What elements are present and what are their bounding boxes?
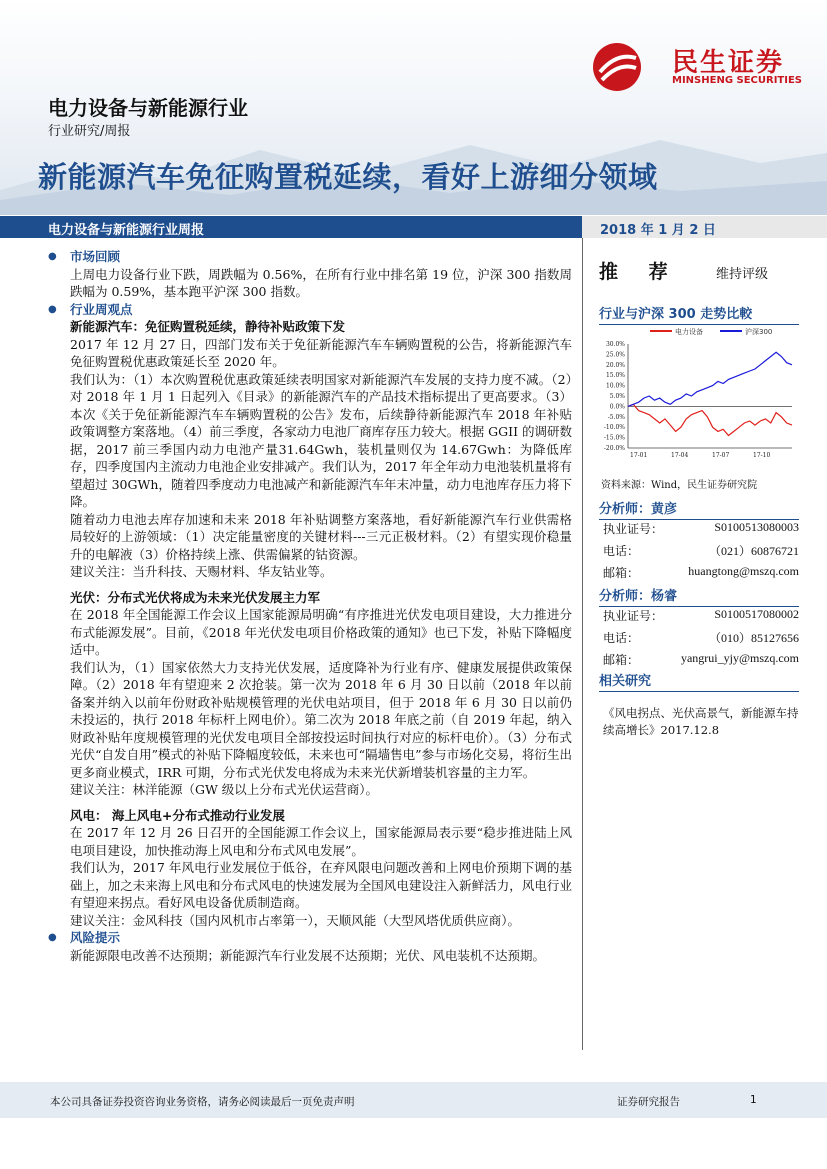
analyst1-phone: 电话： （021）60876721: [603, 544, 799, 558]
paragraph: 我们认为，2017 年风电行业发展位于低谷，在弃风限电问题改善和上网电价预期下调的基础上，加之未来海上风电和分布式风电的快速发展为全国风电建设注入新鲜活力，风电行业有望迎来拐点。看好风电设备优质制造商。: [70, 860, 572, 910]
report-type: 行业研究/周报: [48, 124, 131, 139]
paragraph: 随着动力电池去库存加速和未来 2018 年补贴调整方案落地，看好新能源汽车行业供需格局较好的上游领域：（1）决定能量密度的关键材料---三元正极材料。（2）有望实现价稳量升的电解液（3）价格持续上涨、供需偏紧的钴资源。: [70, 511, 572, 562]
bullet-icon: ●: [48, 251, 57, 262]
rating-note: 维持评级: [716, 267, 769, 282]
y-tick-label: 30.0%: [605, 341, 625, 348]
subheading-nev: 新能源汽车：免征购置税延续，静待补贴政策下发: [70, 319, 346, 334]
legend-label: 电力设备: [675, 328, 703, 336]
chart-source: 资料来源：Wind，民生证券研究院: [601, 480, 758, 491]
related-head: 相关研究: [599, 670, 799, 692]
x-tick-label: 17-04: [671, 452, 689, 459]
y-tick-label: -5.0%: [607, 413, 625, 421]
section-market-review: ● 市场回顾: [48, 249, 121, 264]
y-tick-label: 25.0%: [605, 351, 625, 359]
analyst2-head: 分析师：杨睿: [599, 585, 799, 607]
paragraph: 新能源限电改善不达预期；新能源汽车行业发展不达预期；光伏、风电装机不达预期。: [70, 947, 546, 963]
footer-report-type: 证券研究报告: [617, 1096, 680, 1108]
section-weekly-view: ● 行业周观点: [48, 301, 133, 317]
y-tick-label: -10.0%: [603, 424, 625, 432]
bullet-icon: ●: [48, 303, 57, 315]
series-line: [628, 352, 792, 406]
series-line: [628, 404, 792, 435]
paragraph: 我们认为：（1）本次购置税优惠政策延续表明国家对新能源汽车发展的支持力度不减。（2）对 2018 年 1 月 1 日起列入《目录》的新能源汽车的产品技术指标提出了更高要求。（3）本次《关于免征新能源汽车车辆购置税的公告》发布，后续静待新能源汽车 2018 年补贴政策调整方案落地。（4）前三季度，各家动力电池厂商库存压力较大。根据 GGII 的调研数据，2017 前三季国内动力电池产量31.64Gwh，装机量则仅为 14.67Gwh：为降低库存，四季度国内主流动力电池企业安排减产。我们认为，2017 年全年动力电池装机量将有望超过 30GWh，随着四季度动力电池减产和新能源汽车年末冲量，动力电池库存压力将下降。: [70, 371, 572, 509]
trend-chart: [598, 322, 798, 474]
y-tick-label: 5.0%: [609, 393, 625, 400]
analyst2-phone: 电话： （010）85127656: [603, 631, 799, 645]
paragraph: 在 2018 年全国能源工作会议上国家能源局明确“有序推进光伏发电项目建设，大力推进分布式能源发展”。目前，《2018 年光伏发电项目价格政策的通知》也已下发，补贴下降幅度适中。: [70, 607, 572, 657]
column-divider: [582, 238, 583, 1050]
x-tick-label: 17-07: [712, 452, 730, 459]
bullet-icon: ●: [48, 932, 57, 943]
logo-text: 民生证券: [672, 48, 785, 78]
paragraph: 上周电力设备行业下跌，周跌幅为 0.56%，在所有行业中排名第 19 位，沪深 300 指数周跌幅为 0.59%，基本跑平沪深 300 指数。: [70, 266, 572, 299]
footer-disclaimer: 本公司具备证券投资咨询业务资格，请务必阅读最后一页免责声明: [50, 1096, 355, 1108]
minsheng-logo-icon: [592, 42, 642, 92]
related-research: 《风电拐点、光伏高景气，新能源车持续高增长》2017.12.8: [603, 706, 799, 737]
rating: 推 荐: [599, 261, 680, 283]
y-tick-label: 15.0%: [605, 372, 625, 380]
y-tick-label: 10.0%: [605, 382, 625, 390]
paragraph: 2017 年 12 月 27 日，四部门发布关于免征新能源汽车车辆购置税的公告，将新能源汽车免征购置税优惠政策延长至 2020 年。: [70, 336, 572, 369]
band-title: 电力设备与新能源行业周报: [48, 223, 205, 238]
main-content: [48, 248, 572, 964]
paragraph: 我们认为，（1）国家依然大力支持光伏发展，适度降补为行业有序、健康发展提供政策保障。（2）2018 年有望迎来 2 次抢装。第一次为 2018 年 6 月 30 日以前（2018 年以前备案并纳入以前年份财政补贴规模管理的光伏电站项目，但于 2018 年 6 月 30 日以前仍未投运的，执行 2018 年标杆上网电价）。第二次为 2018 年底之前（自 2019 年起，纳入财政补贴年度规模管理的光伏发电项目全部按投运时间执行对应的标杆电价）。（3）分布式光伏“自发自用”模式的补贴下降幅度较低，未来也可“隔墙售电”参与市场化交易，将衍生出更多商业模式，IRR 可期，分布式光伏发电将成为未来光伏新增装机容量的主力军。: [70, 659, 572, 780]
logo-english: MINSHENG SECURITIES: [672, 75, 802, 86]
paragraph: 在 2017 年 12 月 26 日召开的全国能源工作会议上，国家能源局表示要“稳步推进陆上风电项目建设，加快推动海上风电和分布式风电发展”。: [70, 825, 572, 858]
industry-name: 电力设备与新能源行业: [48, 96, 248, 120]
analyst2-license: 执业证号： S0100517080002: [603, 607, 799, 623]
subheading-wind: 风电： 海上风电+分布式推动行业发展: [70, 807, 285, 823]
page-number: 1: [750, 1094, 757, 1106]
y-tick-label: -15.0%: [603, 434, 625, 442]
analyst1-license: 执业证号： S0100513080003: [603, 520, 799, 536]
chart-title: 行业与沪深 300 走势比較: [599, 303, 799, 325]
section-risk: ● 风险提示: [48, 930, 121, 945]
analyst1-head: 分析师：黄彦: [599, 498, 799, 520]
analyst2-email: 邮箱： yangrui_yjy@mszq.com: [603, 651, 799, 667]
y-tick-label: 0.0%: [609, 403, 625, 411]
paragraph: 建议关注：当升科技、天赐材料、华友钴业等。: [70, 564, 333, 579]
legend-label: 沪深300: [745, 328, 773, 336]
y-tick-label: 20.0%: [605, 361, 625, 369]
paragraph: 建议关注：林洋能源（GW 级以上分布式光伏运营商）。: [70, 782, 379, 797]
subheading-pv: 光伏：分布式光伏将成为未来光伏发展主力军: [70, 589, 321, 605]
x-tick-label: 17-10: [753, 452, 771, 459]
report-date: 2018 年 1 月 2 日: [600, 223, 716, 238]
y-tick-label: -20.0%: [603, 445, 625, 452]
paragraph: 建议关注：金风科技（国内风机市占率第一），天顺风能（大型风塔优质供应商）。: [70, 912, 521, 928]
report-title: 新能源汽车免征购置税延续，看好上游细分领域: [38, 160, 658, 194]
analyst1-email: 邮箱： huangtong@mszq.com: [603, 564, 799, 580]
x-tick-label: 17-01: [630, 452, 648, 459]
